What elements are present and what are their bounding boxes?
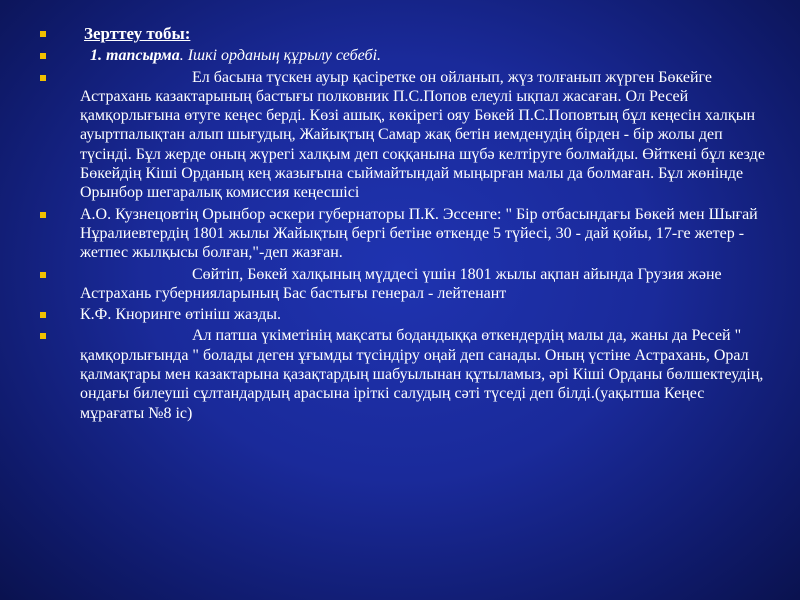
paragraph-text: Ел басына түскен ауыр қасіретке он ойланып, жүз толғанып жүрген Бөкейге Астрахань казактарының бастығы полковник П.С.Попов елеулі ықпал жасаған. Ол Ресей қамқорлығына өтуге кеңес берді. Көзі ашық, көкірегі ояу Бөкей П.С.Поповтың бұл кеңесін халқын ауыртпалықтан алып шығудың, Жайықтың Самар жақ бетін иемденудің бірден - бір жолы деп түсінді. Бұл жерде оның жүрегі халқым деп соққанына шүбә келтіруге болмайды. Өйткені бұл кезде Бөкейдің Кіші Орданың кең жазығына сыймайтындай мыңырған малы да болмаған. Бұл жөнінде Орынбор шегаралық комиссия кеңесшісі (80, 68, 765, 202)
task-number: 1. тапсырма (90, 47, 180, 65)
bullet-icon (40, 212, 46, 218)
paragraph-text: Сөйтіп, Бөкей халқының мүддесі үшін 1801 жылы ақпан айында Грузия және Астрахань губернияларының Бас бастығы генерал - лейтенант (80, 265, 722, 302)
task-description: . Ішкі орданың құрылу себебі. (179, 47, 382, 65)
paragraph-text: Ал патша үкіметінің мақсаты бодандыққа өткендердің малы да, жаны да Ресей " қамқорлығында " болады деген ұғымды түсіндіру оңай деп санады. Оның үстіне Астрахань, Орал қалмақтары мен казактарына қазақтардың шабуылынан құтыламыз, әрі Кіші Орданы бөлшектеудің, ондағы билеуші сұлтандардың арасына іріткі салудың сәті түседі деп білді.(уақытша Кеңес мұрағаты №8 іс) (80, 327, 764, 422)
list-item-paragraph-1 (38, 68, 768, 203)
bullet-icon (40, 333, 46, 339)
list-item-task (38, 46, 768, 65)
paragraph-text: А.О. Кузнецовтің Орынбор әскери губернаторы П.К. Эссенге: " Бір отбасындағы Бөкей мен Шығай Нұралиевтердің 1801 жылы Жайықтың бергі бетіне өткенде 5 түйесі, 30 - дай қойы, 17-ге жетер - жетпес жылқысы болған,"-деп жазған. (80, 205, 758, 262)
list-item-paragraph-3 (38, 265, 768, 304)
bullet-icon (40, 312, 46, 318)
bullet-list (38, 24, 768, 425)
list-item-paragraph-2 (38, 205, 768, 263)
paragraph-text: К.Ф. Кноринге өтініш жазды. (80, 306, 281, 324)
bullet-icon (40, 272, 46, 278)
bullet-icon (40, 75, 46, 81)
list-item-paragraph-5 (38, 326, 768, 422)
list-item-title (38, 24, 768, 44)
bullet-icon (40, 53, 46, 59)
bullet-icon (40, 31, 46, 37)
list-item-paragraph-4 (38, 305, 768, 324)
section-title: Зерттеу тобы: (84, 24, 191, 43)
